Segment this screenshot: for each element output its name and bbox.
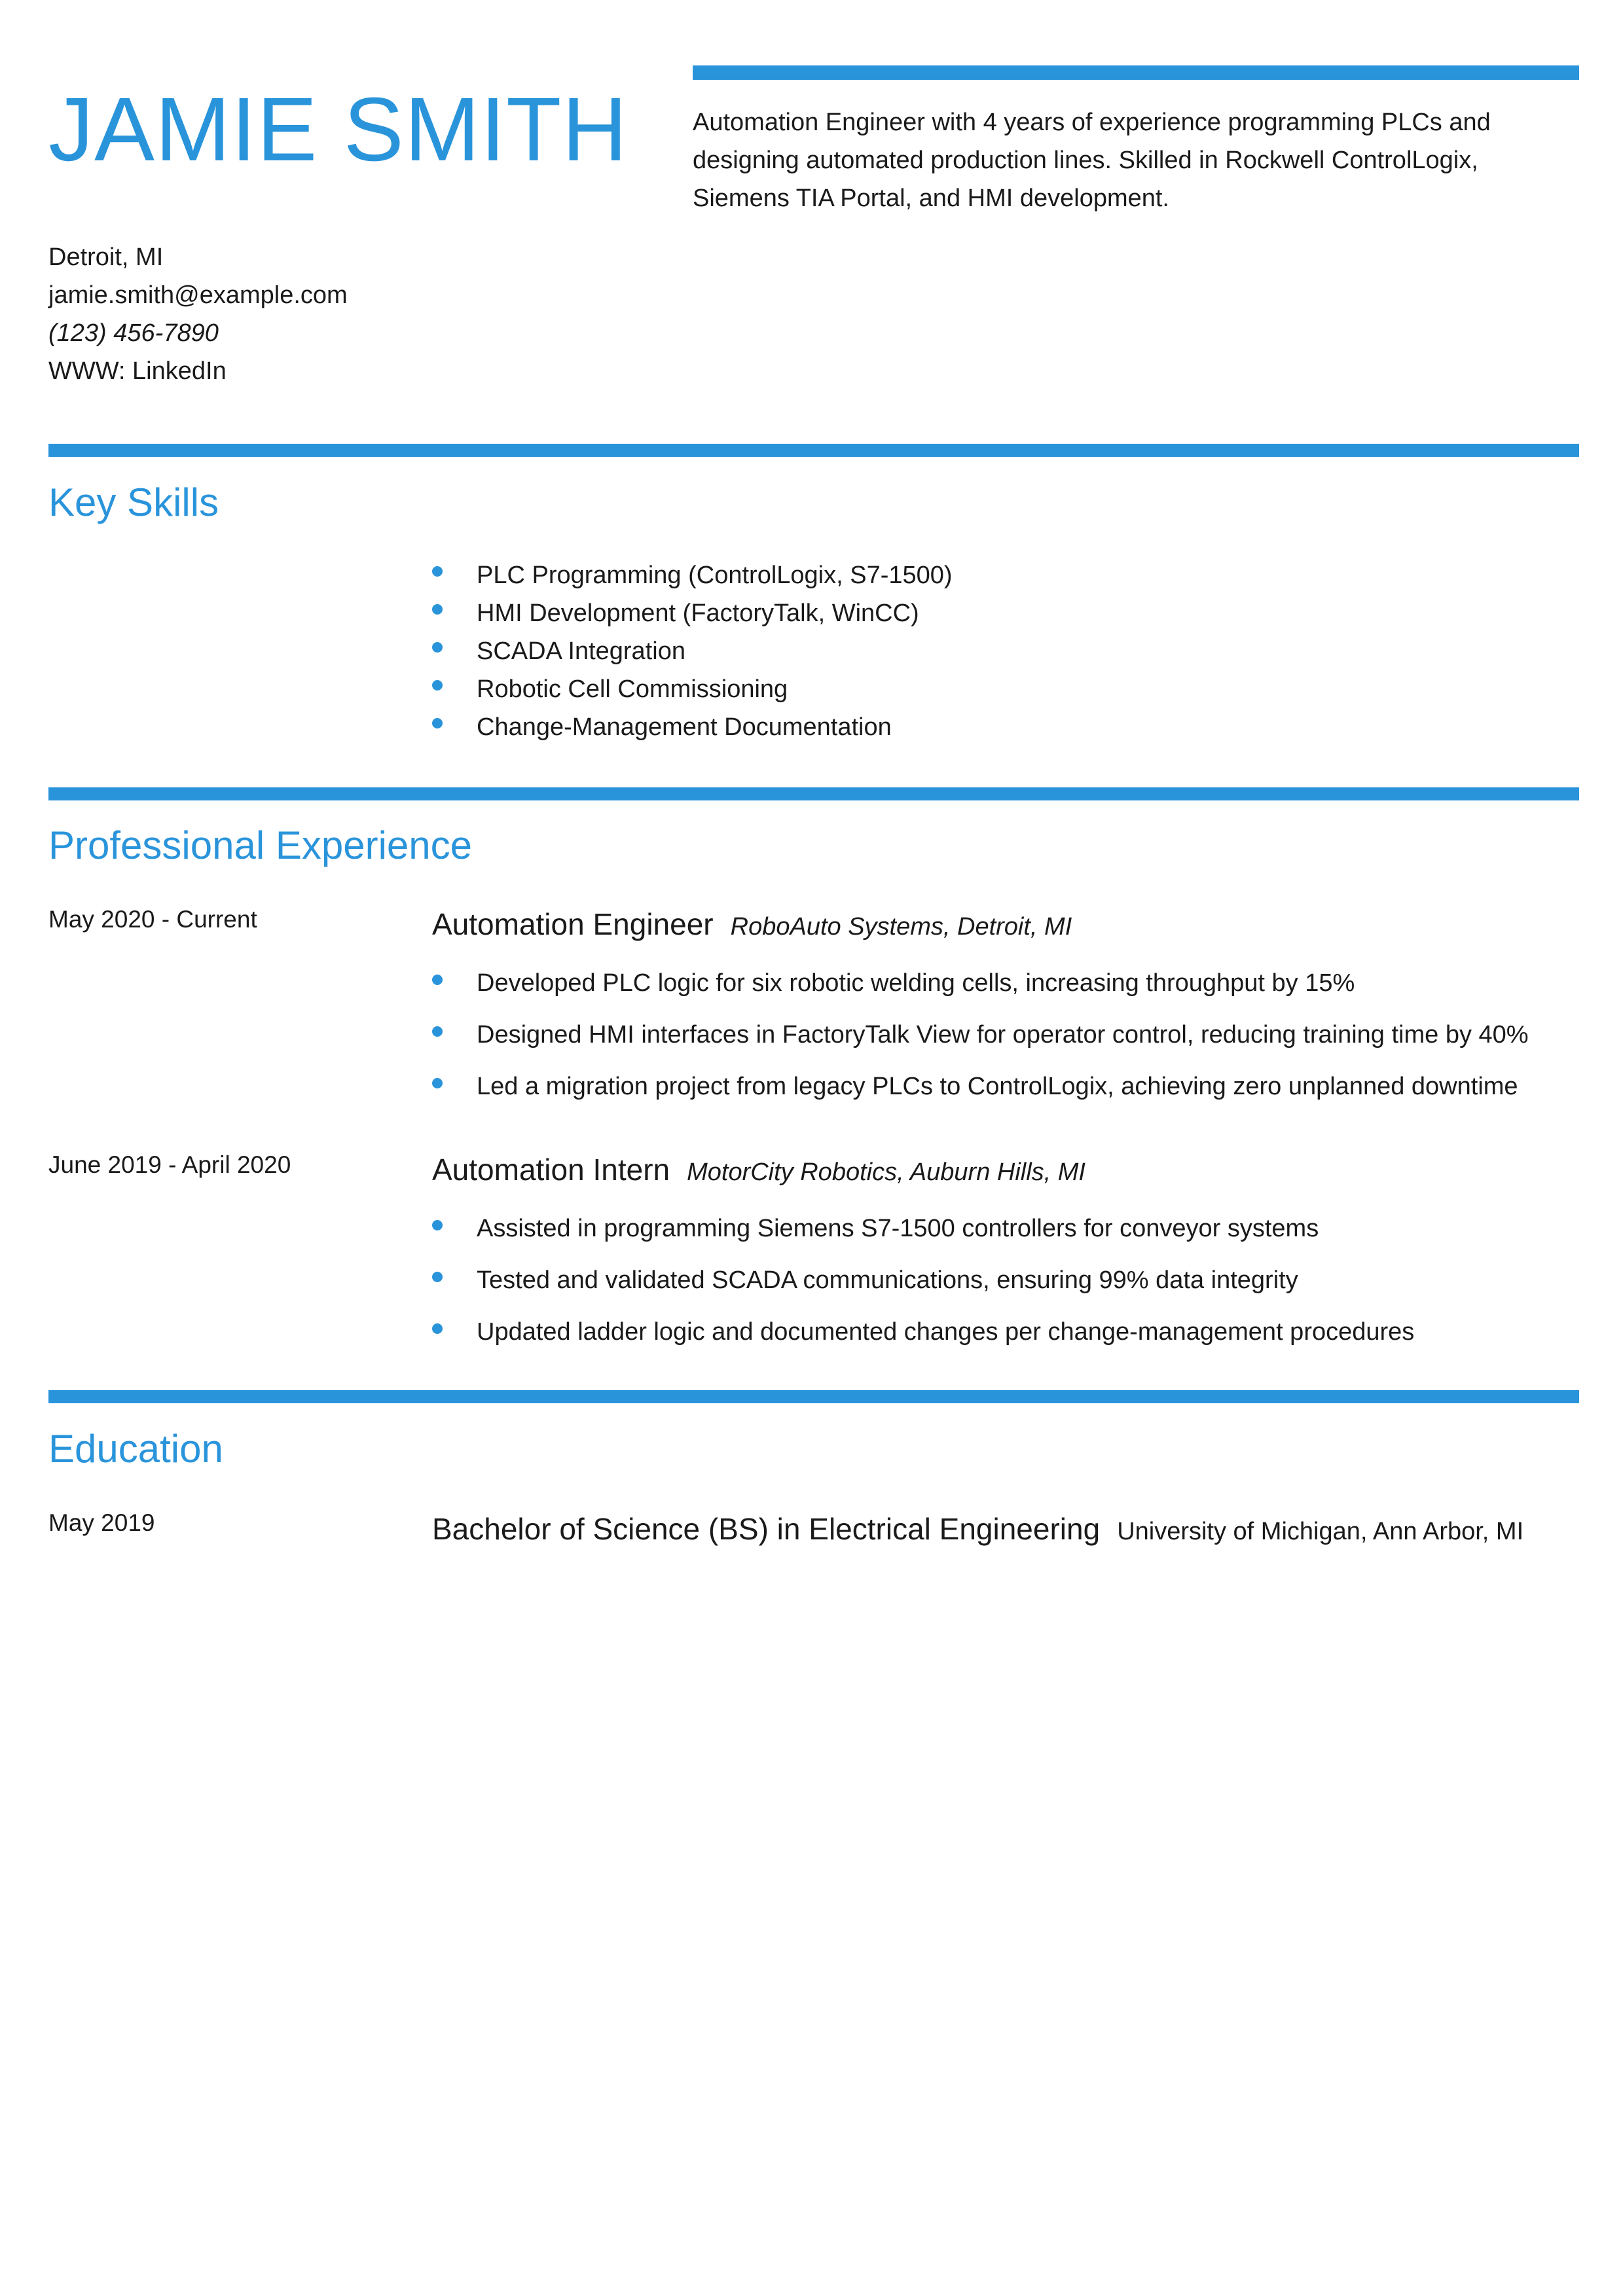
- header-accent-bar: [693, 65, 1579, 80]
- job-bullet: Developed PLC logic for six robotic welding cells, increasing throughput by 15%: [432, 958, 1529, 1009]
- section-divider-education: [48, 1390, 1579, 1403]
- job-bullet: Updated ladder logic and documented changes per change-management procedures: [432, 1306, 1414, 1358]
- skill-item: SCADA Integration: [432, 632, 953, 670]
- job-dates: June 2019 - April 2020: [48, 1151, 291, 1178]
- contact-email[interactable]: jamie.smith@example.com: [48, 281, 348, 309]
- skills-section-title: Key Skills: [48, 480, 219, 524]
- education-date: May 2019: [48, 1509, 155, 1536]
- education-degree: Bachelor of Science (BS) in Electrical Engineering: [432, 1512, 1101, 1546]
- candidate-name: JAMIE SMITH: [48, 79, 629, 180]
- skill-item: PLC Programming (ControlLogix, S7-1500): [432, 556, 953, 594]
- skills-list: [432, 556, 953, 746]
- education-school: University of Michigan, Ann Arbor, MI: [1117, 1518, 1524, 1545]
- job-bullets: [432, 1203, 1414, 1358]
- job-header: [432, 905, 1072, 944]
- job-header: [432, 1150, 1085, 1189]
- job-title: Automation Engineer: [432, 907, 714, 941]
- education-section-title: Education: [48, 1427, 223, 1471]
- job-title: Automation Intern: [432, 1153, 670, 1187]
- job-bullet: Assisted in programming Siemens S7-1500 controllers for conveyor systems: [432, 1203, 1414, 1255]
- job-company: MotorCity Robotics, Auburn Hills, MI: [687, 1158, 1085, 1186]
- skill-item: Change-Management Documentation: [432, 708, 953, 746]
- skill-item: Robotic Cell Commissioning: [432, 670, 953, 708]
- job-bullets: [432, 958, 1529, 1113]
- section-divider-skills: [48, 444, 1579, 457]
- contact-block: [48, 238, 348, 390]
- contact-phone[interactable]: (123) 456-7890: [48, 319, 219, 347]
- experience-section-title: Professional Experience: [48, 823, 473, 867]
- job-bullet: Led a migration project from legacy PLCs to ControlLogix, achieving zero unplanned downtime: [432, 1061, 1529, 1113]
- contact-location: Detroit, MI: [48, 243, 164, 271]
- job-company: RoboAuto Systems, Detroit, MI: [730, 913, 1072, 941]
- education-header: [432, 1509, 1523, 1549]
- job-bullet: Tested and validated SCADA communications, ensuring 99% data integrity: [432, 1255, 1414, 1306]
- job-bullet: Designed HMI interfaces in FactoryTalk View for operator control, reducing training time by 40%: [432, 1009, 1529, 1061]
- job-dates: May 2020 - Current: [48, 906, 257, 933]
- contact-website[interactable]: WWW: LinkedIn: [48, 357, 227, 385]
- section-divider-experience: [48, 787, 1579, 800]
- professional-summary: Automation Engineer with 4 years of experience programming PLCs and designing automated production lines. Skilled in Rockwell ControlLogix, Siemens TIA Portal, and HMI development.: [693, 109, 1491, 212]
- skill-item: HMI Development (FactoryTalk, WinCC): [432, 594, 953, 632]
